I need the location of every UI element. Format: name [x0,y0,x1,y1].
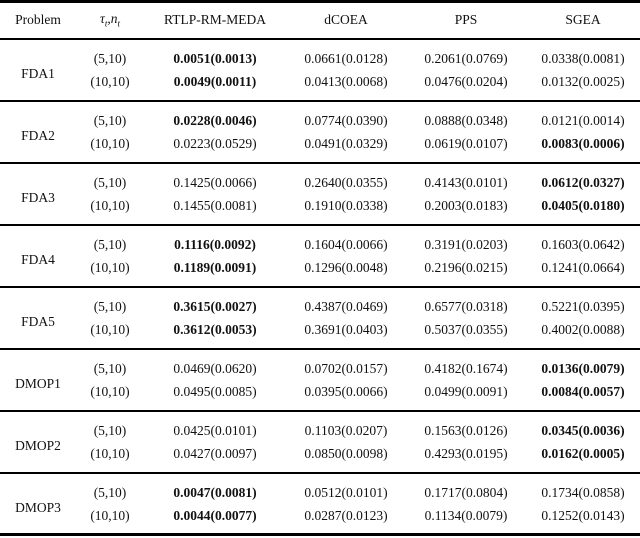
table-row [0,39,640,70]
value-cell: 0.1241(0.0664) [541,260,625,275]
param-cell: (5,10) [93,175,127,190]
value-cell: 0.4293(0.0195) [424,446,508,461]
value-cell: 0.0084(0.0057) [541,384,625,399]
param-cell: (5,10) [93,237,127,252]
problem-cell: FDA5 [21,314,55,329]
header-n: n [110,11,118,27]
problem-cell: FDA1 [21,66,55,81]
value-cell: 0.0405(0.0180) [541,198,625,213]
param-cell: (5,10) [93,361,127,376]
param-cell: (5,10) [93,51,127,66]
table-row [0,380,640,411]
value-cell: 0.1717(0.0804) [424,485,508,500]
value-cell: 0.0338(0.0081) [541,51,625,66]
value-cell: 0.0345(0.0036) [541,423,625,438]
table-row [0,101,640,132]
value-cell: 0.1910(0.0338) [304,198,388,213]
value-cell: 0.0083(0.0006) [541,136,625,151]
value-cell: 0.0495(0.0085) [173,384,257,399]
problem-cell: FDA3 [21,190,55,205]
problem-cell: DMOP2 [15,438,61,453]
value-cell: 0.1425(0.0066) [173,175,257,190]
value-cell: 0.0425(0.0101) [173,423,257,438]
table-body [0,39,640,535]
param-cell: (10,10) [90,322,130,337]
param-cell: (10,10) [90,198,130,213]
header-n-sub: t [117,19,120,30]
table-row [0,132,640,163]
value-cell: 0.0499(0.0091) [424,384,508,399]
value-cell: 0.0427(0.0097) [173,446,257,461]
value-cell: 0.1134(0.0079) [424,507,508,523]
param-cell: (10,10) [90,446,130,461]
value-cell: 0.4143(0.0101) [424,175,508,190]
value-cell: 0.1103(0.0207) [304,423,388,438]
table-row [0,473,640,504]
param-cell: (5,10) [93,113,127,128]
table-row [0,70,640,101]
value-cell: 0.0702(0.0157) [304,361,388,376]
value-cell: 0.2640(0.0355) [304,175,388,190]
value-cell: 0.0469(0.0620) [173,361,257,376]
problem-cell: FDA2 [21,128,55,143]
value-cell: 0.0049(0.0011) [173,74,257,89]
param-cell: (10,10) [90,507,130,523]
value-cell: 0.4387(0.0469) [304,299,388,314]
value-cell: 0.0228(0.0046) [173,113,257,128]
param-cell: (10,10) [90,74,130,89]
value-cell: 0.6577(0.0318) [424,299,508,314]
problem-cell: DMOP1 [15,376,61,391]
problem-cell: FDA4 [21,252,55,267]
header-method-sgea: SGEA [565,12,601,28]
value-cell: 0.1189(0.0091) [173,260,257,275]
value-cell: 0.0888(0.0348) [424,113,508,128]
value-cell: 0.1296(0.0048) [304,260,388,275]
table-row [0,194,640,225]
value-cell: 0.0162(0.0005) [541,446,625,461]
value-cell: 0.1604(0.0066) [304,237,388,252]
value-cell: 0.0612(0.0327) [541,175,625,190]
value-cell: 0.5037(0.0355) [424,322,508,337]
value-cell: 0.2196(0.0215) [424,260,508,275]
value-cell: 0.1563(0.0126) [424,423,508,438]
header-method-dcoea: dCOEA [324,12,368,28]
value-cell: 0.0044(0.0077) [173,507,257,523]
header-method-pps: PPS [454,12,478,28]
value-cell: 0.0476(0.0204) [424,74,508,89]
value-cell: 0.3691(0.0403) [304,322,388,337]
value-cell: 0.0850(0.0098) [304,446,388,461]
value-cell: 0.0136(0.0079) [541,361,625,376]
table-row [0,163,640,194]
value-cell: 0.1116(0.0092) [174,237,256,252]
value-cell: 0.4182(0.1674) [424,361,508,376]
table-row [0,256,640,287]
value-cell: 0.3612(0.0053) [173,322,257,337]
value-cell: 0.1603(0.0642) [541,237,625,252]
value-cell: 0.4002(0.0088) [541,322,625,337]
value-cell: 0.0121(0.0014) [541,113,625,128]
value-cell: 0.0132(0.0025) [541,74,625,89]
value-cell: 0.0395(0.0066) [304,384,388,399]
value-cell: 0.0774(0.0390) [304,113,388,128]
value-cell: 0.0491(0.0329) [304,136,388,151]
param-cell: (5,10) [93,423,127,438]
table-row [0,318,640,349]
param-cell: (10,10) [90,384,130,399]
header-problem: Problem [15,12,61,28]
value-cell: 0.1734(0.0858) [541,485,625,500]
table-row [0,442,640,473]
table-row [0,504,640,535]
value-cell: 0.0223(0.0529) [173,136,257,151]
param-cell: (5,10) [93,299,127,314]
param-cell: (10,10) [90,260,130,275]
value-cell: 0.0661(0.0128) [304,51,388,66]
value-cell: 0.5221(0.0395) [541,299,625,314]
header-method-rtlp: RTLP-RM-MEDA [164,12,266,28]
value-cell: 0.2003(0.0183) [424,198,508,213]
value-cell: 0.3191(0.0203) [424,237,508,252]
param-cell: (10,10) [90,136,130,151]
header-params [76,2,144,39]
table-row [0,411,640,442]
value-cell: 0.3615(0.0027) [173,299,257,314]
value-cell: 0.0287(0.0123) [304,507,388,523]
header-sep: , [107,11,111,27]
header-tau: τ [100,11,105,27]
value-cell: 0.2061(0.0769) [424,51,508,66]
value-cell: 0.1455(0.0081) [173,198,257,213]
header-tau-sub: t [104,19,108,30]
value-cell: 0.0619(0.0107) [424,136,508,151]
table-row [0,349,640,380]
value-cell: 0.0047(0.0081) [173,485,257,500]
header-row [0,2,640,39]
table-row [0,287,640,318]
value-cell: 0.0512(0.0101) [304,485,388,500]
value-cell: 0.1252(0.0143) [541,507,625,523]
table-row [0,225,640,256]
problem-cell: DMOP3 [15,499,61,515]
param-cell: (5,10) [93,485,127,500]
value-cell: 0.0051(0.0013) [173,51,257,66]
value-cell: 0.0413(0.0068) [304,74,388,89]
